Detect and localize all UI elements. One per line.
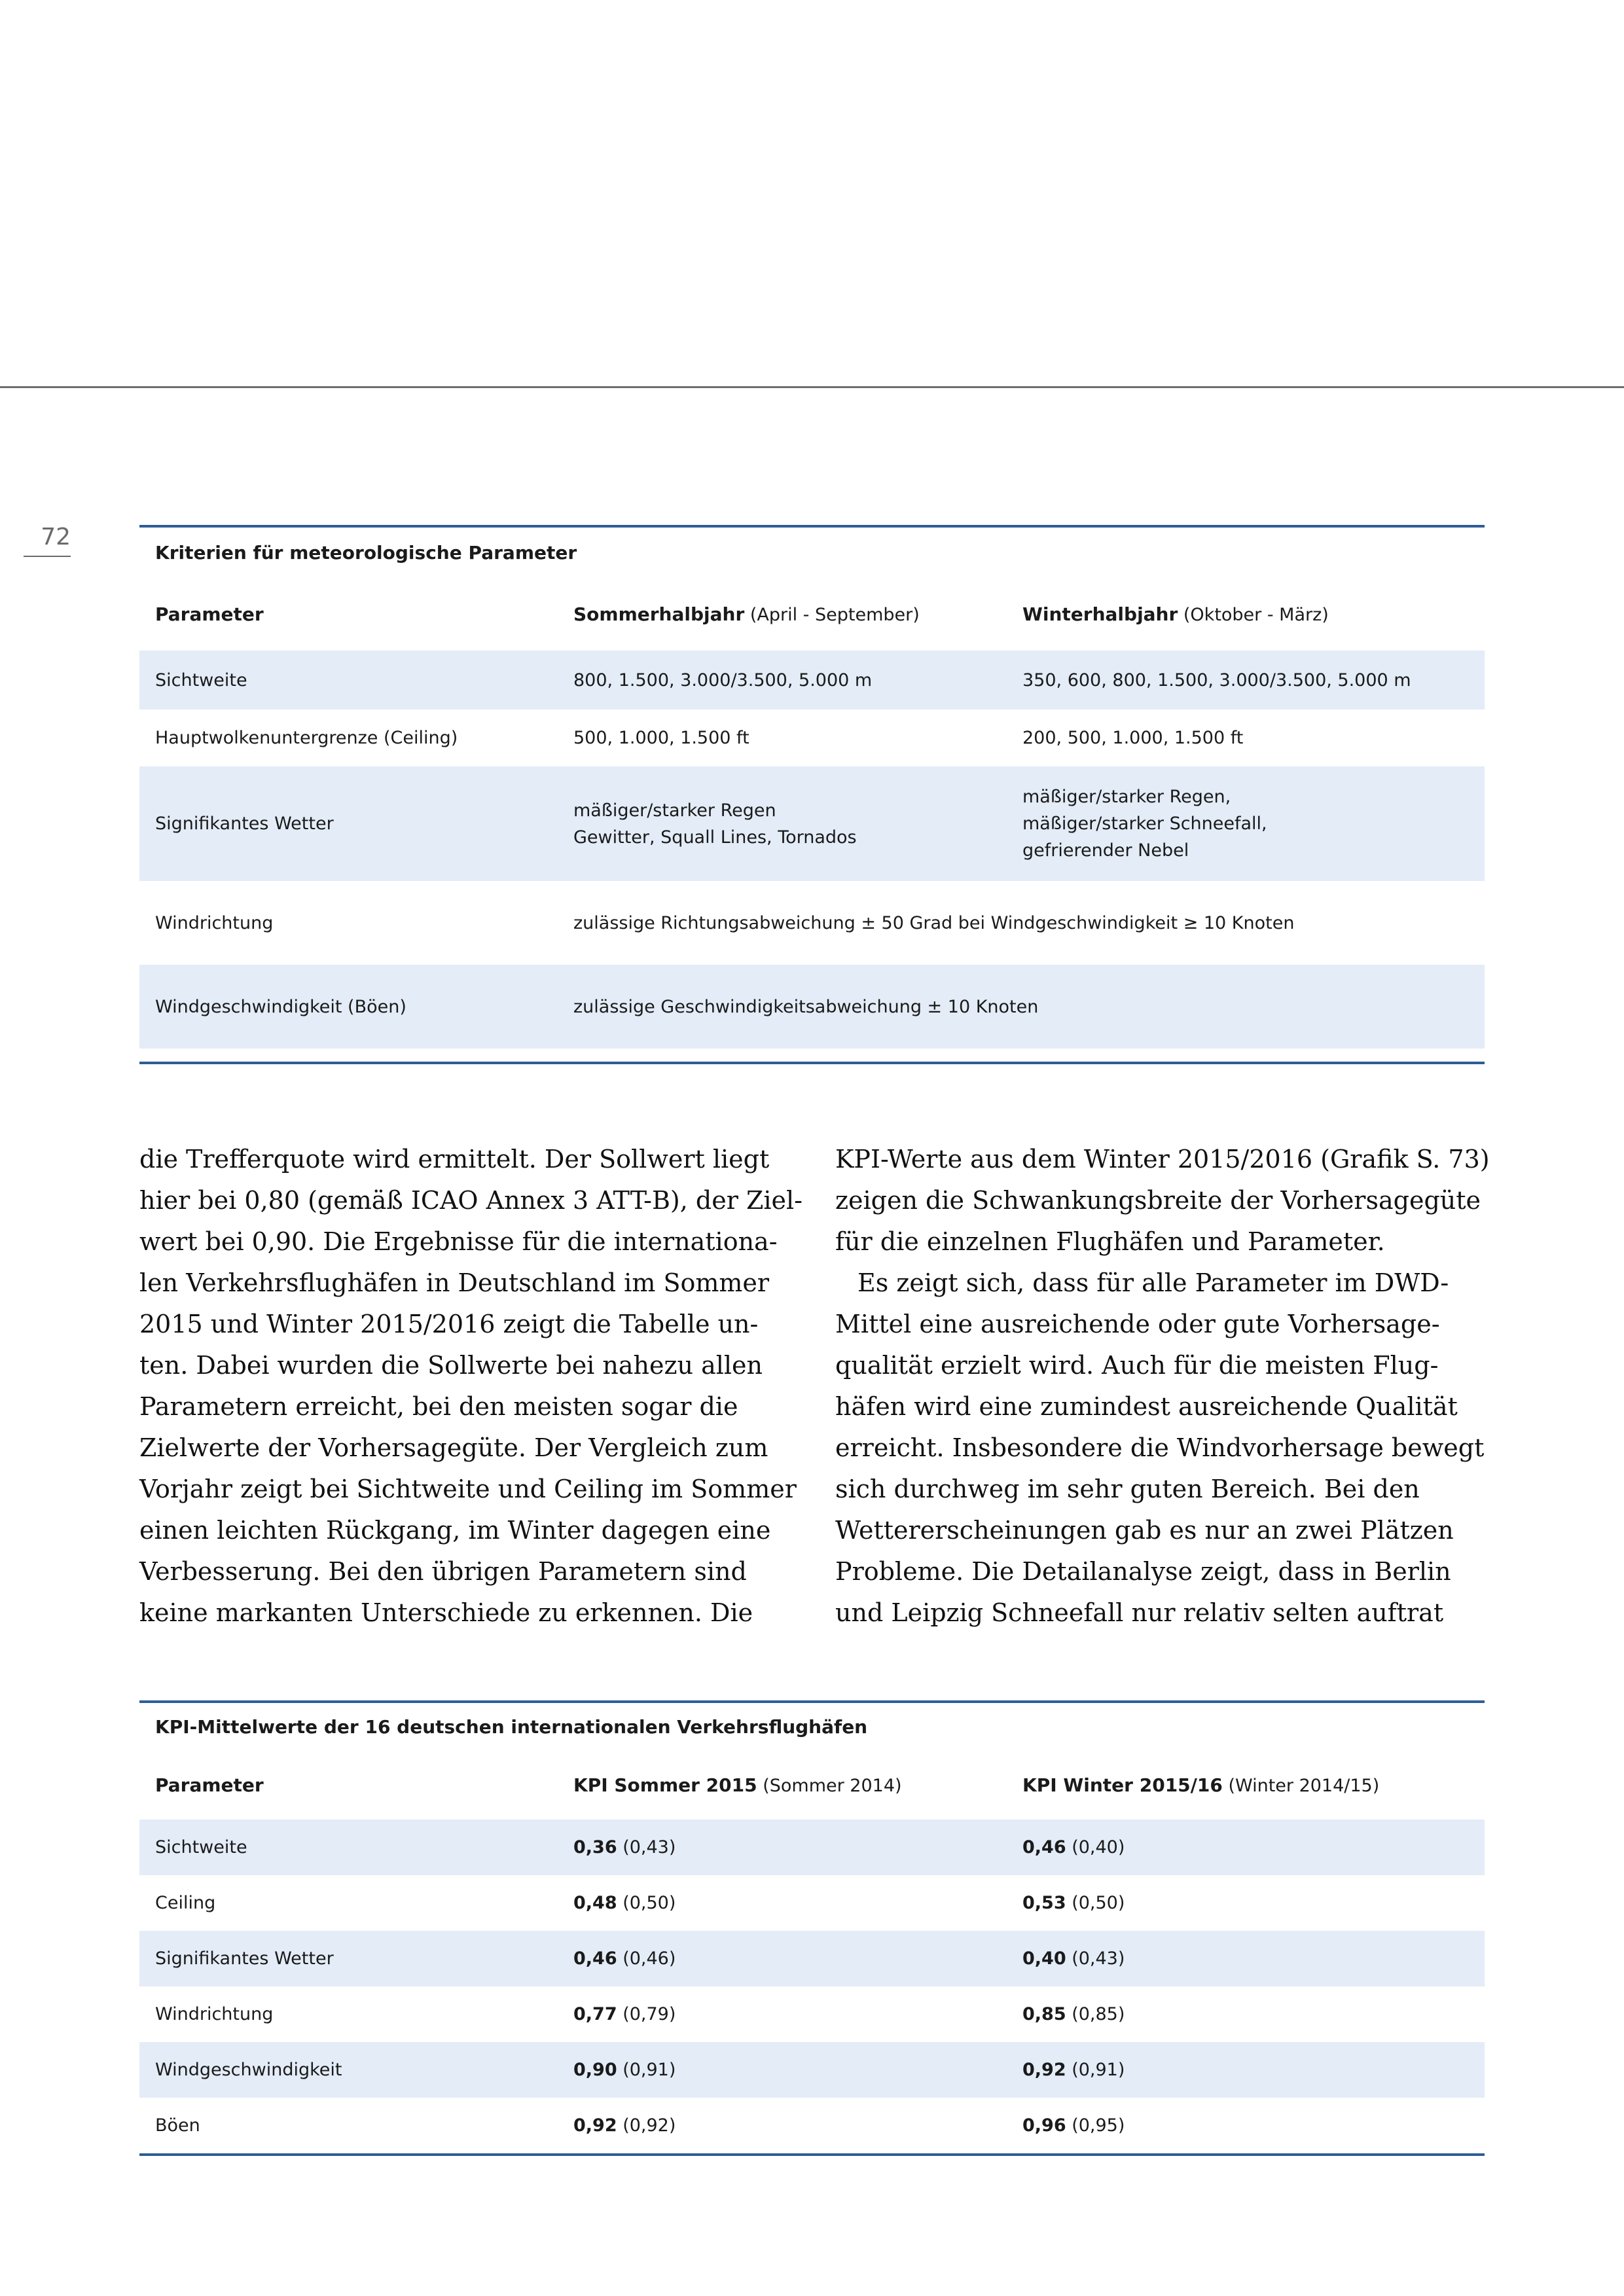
cell-line: mäßiger/starker Regen, (1022, 787, 1231, 807)
cell-param: Ceiling (155, 1893, 216, 1913)
kpi-table (139, 1700, 1485, 2156)
table-row (139, 709, 1485, 766)
cell-winter (1022, 2060, 1485, 2080)
cell-summer: 500, 1.000, 1.500 ft (573, 728, 749, 748)
cell-summer (573, 2060, 1022, 2080)
cell-winter (1022, 783, 1485, 864)
table-header-row (139, 577, 1485, 651)
text-line: Vorjahr zeigt bei Sichtweite und Ceiling im Sommer (139, 1475, 797, 1503)
kpi-value: 0,92 (573, 2115, 617, 2136)
cell-line: gefrierender Nebel (1022, 840, 1189, 861)
header-winter-note: (Winter 2014/15) (1222, 1775, 1380, 1796)
criteria-table (139, 525, 1485, 1064)
kpi-previous: (0,43) (617, 1837, 676, 1857)
body-text-right-column (835, 1139, 1490, 1634)
cell-param: Windrichtung (155, 2004, 274, 2024)
cell-line: mäßiger/starker Schneefall, (1022, 814, 1267, 834)
table-bottom-rule (139, 1062, 1485, 1064)
header-parameter: Parameter (155, 603, 264, 625)
cell-summer: 800, 1.500, 3.000/3.500, 5.000 m (573, 670, 873, 691)
text-line: ten. Dabei wurden die Sollwerte bei nahezu allen (139, 1351, 763, 1380)
kpi-previous: (0,79) (617, 2004, 676, 2024)
table-row (139, 1986, 1485, 2042)
header-winter: Winterhalbjahr (1022, 603, 1178, 625)
text-line: Zielwerte der Vorhersagegüte. Der Vergleich zum (139, 1433, 768, 1462)
kpi-value: 0,53 (1022, 1893, 1066, 1913)
cell-both: zulässige Geschwindigkeitsabweichung ± 10 Knoten (573, 996, 1039, 1017)
kpi-previous: (0,46) (617, 1948, 676, 1969)
cell-winter: 350, 600, 800, 1.500, 3.000/3.500, 5.000 m (1022, 670, 1411, 691)
table-row (139, 2042, 1485, 2098)
text-line: qualität erzielt wird. Auch für die meisten Flug- (835, 1351, 1439, 1380)
table-row (139, 766, 1485, 881)
cell-line: Gewitter, Squall Lines, Tornados (573, 827, 857, 848)
text-line: len Verkehrsflughäfen in Deutschland im Sommer (139, 1268, 770, 1297)
cell-winter (1022, 1948, 1485, 1969)
kpi-previous: (0,85) (1066, 2004, 1125, 2024)
text-line: Mittel eine ausreichende oder gute Vorhersage- (835, 1310, 1440, 1338)
table-row (139, 965, 1485, 1049)
text-line: wert bei 0,90. Die Ergebnisse für die internationa- (139, 1227, 778, 1256)
cell-summer (573, 2004, 1022, 2024)
table-row (139, 881, 1485, 965)
cell-winter (1022, 2004, 1485, 2024)
header-summer-note: (Sommer 2014) (757, 1775, 902, 1796)
table-row (139, 651, 1485, 709)
text-line: und Leipzig Schneefall nur relativ selten auftrat (835, 1598, 1444, 1627)
kpi-value: 0,92 (1022, 2060, 1066, 2080)
kpi-value: 0,85 (1022, 2004, 1066, 2024)
kpi-previous: (0,92) (617, 2115, 676, 2136)
kpi-previous: (0,43) (1066, 1948, 1125, 1969)
table-caption: Kriterien für meteorologische Parameter (155, 541, 577, 564)
header-parameter: Parameter (155, 1774, 264, 1796)
header-winter-note: (Oktober - März) (1178, 604, 1329, 625)
cell-summer (573, 1948, 1022, 1969)
table-row (139, 1931, 1485, 1986)
cell-summer (573, 797, 1022, 851)
header-summer: Sommerhalbjahr (573, 603, 745, 625)
kpi-value: 0,77 (573, 2004, 617, 2024)
text-line: einen leichten Rückgang, im Winter dagegen eine (139, 1516, 771, 1545)
kpi-value: 0,46 (573, 1948, 617, 1969)
text-line: für die einzelnen Flughäfen und Parameter. (835, 1227, 1385, 1256)
kpi-value: 0,48 (573, 1893, 617, 1913)
kpi-previous: (0,50) (1066, 1893, 1125, 1913)
cell-winter (1022, 1837, 1485, 1857)
header-winter: KPI Winter 2015/16 (1022, 1774, 1223, 1796)
text-line: hier bei 0,80 (gemäß ICAO Annex 3 ATT-B), der Ziel- (139, 1186, 803, 1215)
text-line: Es zeigt sich, dass für alle Parameter im DWD- (857, 1268, 1449, 1297)
table-row (139, 1820, 1485, 1875)
kpi-previous: (0,50) (617, 1893, 676, 1913)
kpi-previous: (0,95) (1066, 2115, 1125, 2136)
table-row (139, 2098, 1485, 2153)
text-line: keine markanten Unterschiede zu erkennen. Die (139, 1598, 753, 1627)
header-summer: KPI Sommer 2015 (573, 1774, 757, 1796)
text-line: 2015 und Winter 2015/2016 zeigt die Tabelle un- (139, 1310, 759, 1338)
cell-param: Hauptwolkenuntergrenze (Ceiling) (155, 728, 458, 748)
text-line: Parametern erreicht, bei den meisten sogar die (139, 1392, 738, 1421)
kpi-value: 0,40 (1022, 1948, 1066, 1969)
cell-summer (573, 2115, 1022, 2136)
cell-param: Sichtweite (155, 1837, 247, 1857)
text-line: Probleme. Die Detailanalyse zeigt, dass in Berlin (835, 1557, 1451, 1586)
header-summer-note: (April - September) (744, 604, 920, 625)
kpi-previous: (0,91) (1066, 2060, 1125, 2080)
cell-summer (573, 1893, 1022, 1913)
text-line: sich durchweg im sehr guten Bereich. Bei den (835, 1475, 1420, 1503)
cell-summer (573, 1837, 1022, 1857)
kpi-value: 0,90 (573, 2060, 617, 2080)
page-number-underline (24, 556, 71, 557)
text-line: Wettererscheinungen gab es nur an zwei Plätzen (835, 1516, 1454, 1545)
kpi-previous: (0,40) (1066, 1837, 1125, 1857)
cell-param: Windgeschwindigkeit (155, 2060, 342, 2080)
kpi-value: 0,96 (1022, 2115, 1066, 2136)
text-line: zeigen die Schwankungsbreite der Vorhersagegüte (835, 1186, 1481, 1215)
body-text-left-column (139, 1139, 803, 1634)
text-line: erreicht. Insbesondere die Windvorhersage bewegt (835, 1433, 1485, 1462)
table-header-row (139, 1750, 1485, 1820)
cell-param: Signifikantes Wetter (155, 1948, 334, 1969)
cell-line: mäßiger/starker Regen (573, 800, 776, 821)
page-number: 72 (41, 524, 71, 550)
cell-winter (1022, 2115, 1485, 2136)
table-row (139, 1875, 1485, 1931)
cell-param: Windgeschwindigkeit (Böen) (155, 996, 406, 1017)
cell-param: Signifikantes Wetter (155, 814, 334, 834)
text-line: häfen wird eine zumindest ausreichende Qualität (835, 1392, 1458, 1421)
cell-param: Böen (155, 2115, 200, 2136)
cell-param: Sichtweite (155, 670, 247, 691)
text-line: die Trefferquote wird ermittelt. Der Sollwert liegt (139, 1145, 770, 1174)
cell-both: zulässige Richtungsabweichung ± 50 Grad bei Windgeschwindigkeit ≥ 10 Knoten (573, 912, 1295, 933)
kpi-previous: (0,91) (617, 2060, 676, 2080)
kpi-value: 0,36 (573, 1837, 617, 1857)
header-rule (0, 386, 1624, 388)
table-caption: KPI-Mittelwerte der 16 deutschen internationalen Verkehrsflughäfen (155, 1715, 868, 1738)
cell-winter (1022, 1893, 1485, 1913)
cell-param: Windrichtung (155, 912, 274, 933)
kpi-value: 0,46 (1022, 1837, 1066, 1857)
table-bottom-rule (139, 2153, 1485, 2156)
text-line: KPI-Werte aus dem Winter 2015/2016 (Grafik S. 73) (835, 1145, 1490, 1174)
text-line: Verbesserung. Bei den übrigen Parametern sind (139, 1557, 747, 1586)
cell-winter: 200, 500, 1.000, 1.500 ft (1022, 728, 1244, 748)
